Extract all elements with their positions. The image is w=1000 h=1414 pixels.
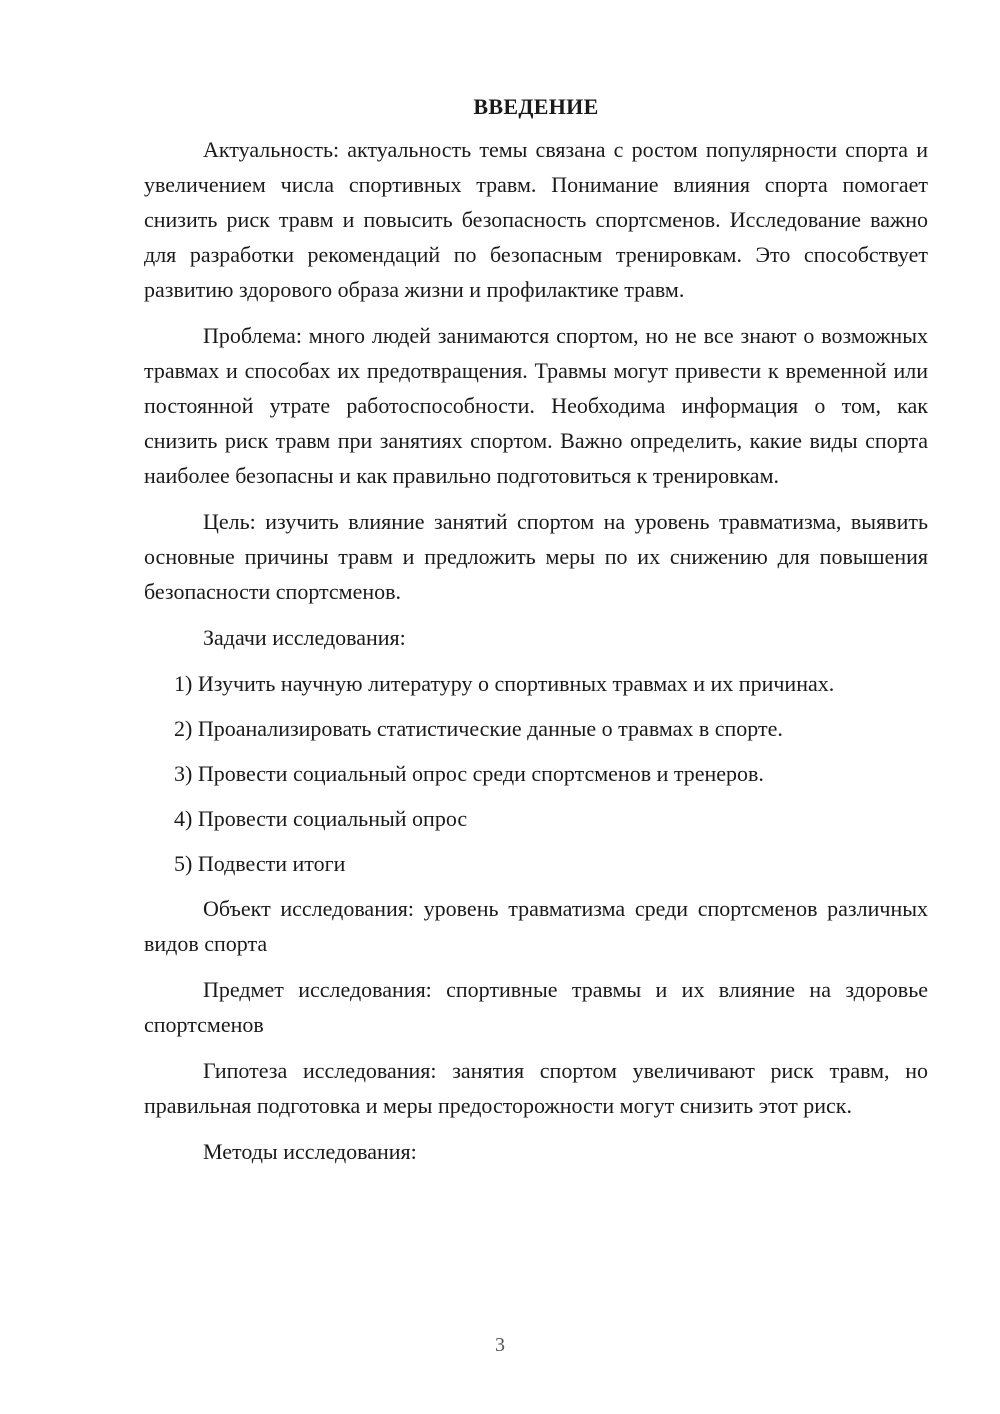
list-item: 4) Провести социальный опрос <box>174 806 468 831</box>
hypothesis-paragraph: Гипотеза исследования: занятия спортом увеличивают риск травм, но правильная подготовка и меры предосторожности могут снизить этот риск. <box>144 1058 928 1118</box>
list-item: 2) Проанализировать статистические данные о травмах в спорте. <box>174 716 783 741</box>
page-title: ВВЕДЕНИЕ <box>473 94 599 119</box>
tasks-list <box>144 666 928 881</box>
list-item: 1) Изучить научную литературу о спортивных травмах и их причинах. <box>174 671 835 696</box>
relevance-paragraph: Актуальность: актуальность темы связана с ростом популярности спорта и увеличением числа спортивных травм. Понимание влияния спорта помогает снизить риск травм и повысить безопасность спортсменов. Исследование важно для разработки рекомендаций по безопасным тренировкам. Это способствует развитию здорового образа жизни и профилактике травм. <box>144 137 928 302</box>
document-page <box>144 90 928 1180</box>
methods-heading: Методы исследования: <box>203 1139 417 1164</box>
subject-paragraph: Предмет исследования: спортивные травмы и их влияние на здоровье спортсменов <box>144 977 928 1037</box>
page-number: 3 <box>495 1334 505 1356</box>
problem-paragraph: Проблема: много людей занимаются спортом, но не все знают о возможных травмах и способах их предотвращения. Травмы могут привести к временной или постоянной утрате работоспособности. Необходима информация о том, как снизить риск травм при занятиях спортом. Важно определить, какие виды спорта наиболее безопасны и как правильно подготовиться к тренировкам. <box>144 323 928 488</box>
list-item: 3) Провести социальный опрос среди спортсменов и тренеров. <box>174 761 764 786</box>
goal-paragraph: Цель: изучить влияние занятий спортом на уровень травматизма, выявить основные причины травм и предложить меры по их снижению для повышения безопасности спортсменов. <box>144 509 928 604</box>
list-item: 5) Подвести итоги <box>174 851 346 876</box>
object-paragraph: Объект исследования: уровень травматизма среди спортсменов различных видов спорта <box>144 896 928 956</box>
tasks-heading: Задачи исследования: <box>203 625 406 650</box>
